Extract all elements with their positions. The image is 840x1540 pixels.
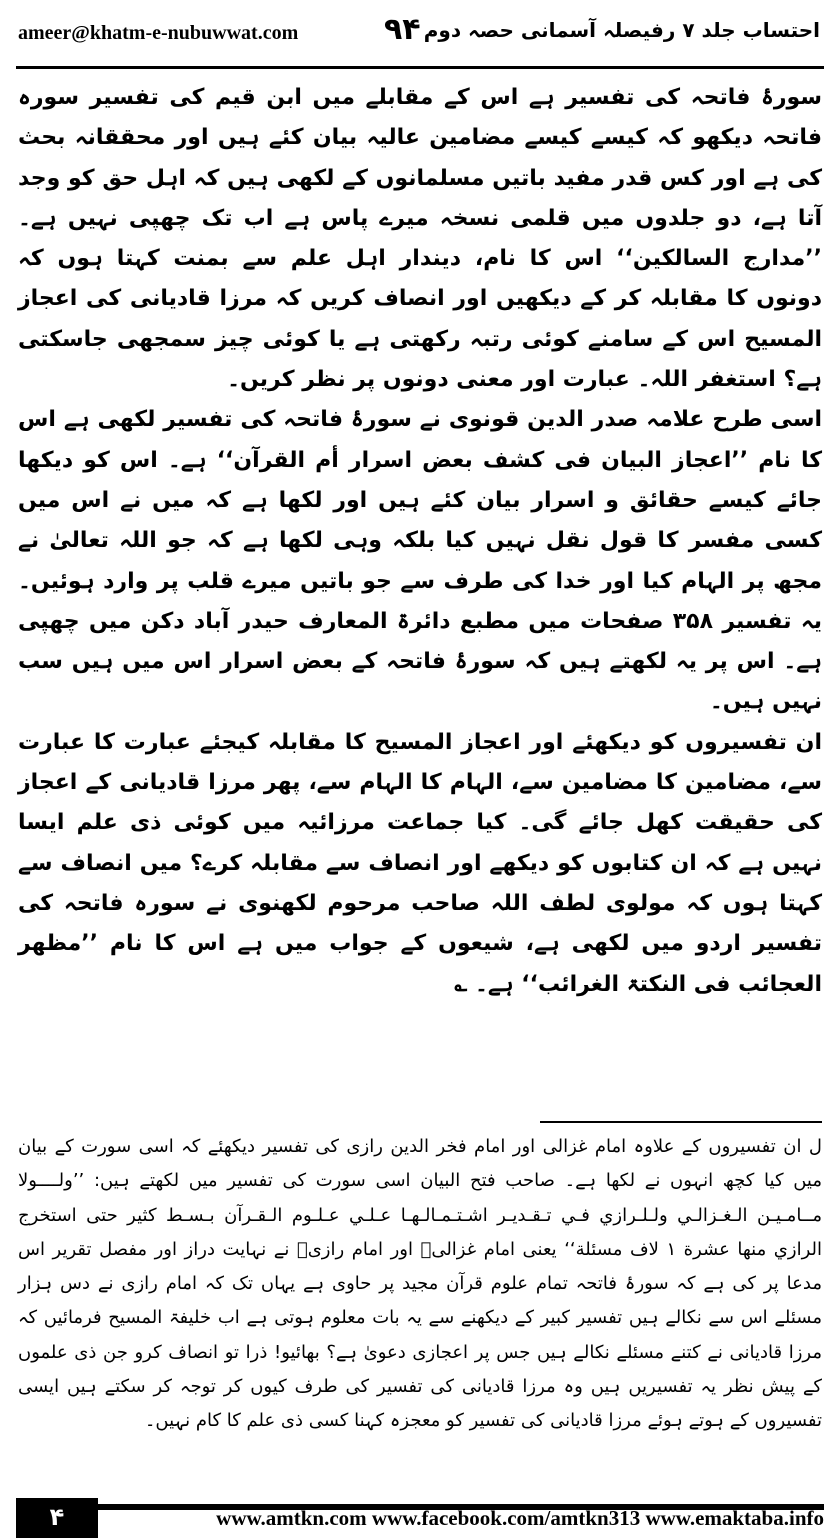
header-rule: [16, 66, 824, 69]
header-email: ameer@khatm-e-nubuwwat.com: [18, 22, 299, 44]
footnote-rule: [540, 1121, 822, 1123]
page-header: [0, 0, 840, 66]
footnote: [18, 1130, 822, 1439]
book-title: احتساب جلد ۷ رفیصلہ آسمانی حصہ دوم: [423, 18, 820, 42]
footer-links: www.amtkn.com www.facebook.com/amtkn313 www.emaktaba.info: [216, 1506, 824, 1530]
paragraph: ان تفسیروں کو دیکھئے اور اعجاز المسیح کا مقابلہ کیجئے عبارت کا عبارت سے، مضامین کا مضامین سے، الہام کا الہام سے، پھر مرزا قادیانی کے اعجاز کی حقیقت کھل جائے گی۔ کیا جماعت مرزائیہ میں کوئی ذی علم ایسا نہیں ہے کہ ان کتابوں کو دیکھے اور انصاف سے مقابلہ کرے؟ میں انصاف سے کہتا ہوں کہ مولوی لطف اللہ صاحب مرحوم لکھنوی نے سورہ فاتحہ کی تفسیر اردو میں لکھی ہے، شیعوں کے جواب میں ہے اس کا نام ’’مظھر العجائب فی النکتۃ الغرائب‘‘ ہے۔ ؎: [18, 729, 822, 997]
paragraph: سورۂ فاتحہ کی تفسیر ہے اس کے مقابلے میں ابن قیم کی تفسیر سورہ فاتحہ دیکھو کہ کیسے کیسے مضامین عالیہ بیان کئے ہیں اور محققانہ بحث کی ہے اور کس قدر مفید باتیں مسلمانوں کے لکھی ہیں کہ اہل حق کو وجد آتا ہے، دو جلدوں میں قلمی نسخہ میرے پاس ہے اب تک چھپی نہیں ہے۔ ’’مدارج السالکین‘‘ اس کا نام، دیندار اہل علم سے بمنت کہتا ہوں کہ دونوں کا مقابلہ کر کے دیکھیں اور انصاف کریں کہ مرزا قادیانی کی اعجاز المسیح اس کے سامنے کوئی رتبہ رکھتی ہے یا کوئی چیز سمجھی جاسکتی ہے؟ استغفر اللہ۔ عبارت اور معنی دونوں پر نظر کریں۔: [18, 85, 822, 393]
page-number: ۹۴: [384, 12, 421, 47]
volume-mark: ۴: [16, 1498, 98, 1538]
page-footer: [0, 1484, 840, 1540]
paragraph: اسی طرح علامہ صدر الدین قونوی نے سورۂ فاتحہ کی تفسیر لکھی ہے اس کا نام ’’اعجاز البیان فی کشف بعض اسرار أم القرآن‘‘ ہے۔ اس کو دیکھا جائے کیسے حقائق و اسرار بیان کئے ہیں اور لکھا ہے کہ میں نے اس میں کسی مفسر کا قول نقل نہیں کیا بلکہ وہی لکھا ہے کہ جو اللہ تعالیٰ نے مجھ پر الہام کیا اور خدا کی طرف سے جو باتیں میرے قلب پر وارد ہوئیں۔ یہ تفسیر ۳۵۸ صفحات میں مطبع دائرۃ المعارف حیدر آباد دکن میں چھپی ہے۔ اس پر یہ لکھتے ہیں کہ سورۂ فاتحہ کے بعض اسرار اس میں ہیں سب نہیں ہیں۔: [18, 407, 822, 715]
main-text: [18, 78, 822, 1005]
footnote-paragraph: ل ان تفسیروں کے علاوہ امام غزالی اور امام فخر الدین رازی کی تفسیر دیکھئے کہ اسی سورت کے بیان میں کیا کچھ انہوں نے لکھا ہے۔ صاحب فتح البیان اسی سورت کی تفسیر میں لکھتے ہیں: ’’ولــــولا مــامـيـن الـغـزالـي ولـلـرازي فـي تـقـديـر اشـتـمـالـهـا عـلـي عـلـوم الـقـرآن بـسـط كثير حتى استخرج الرازي منها عشرة ١ لاف مسئلة‘‘ یعنی امام غزالیؒ اور امام رازیؒ نے نہایت دراز اور مفصل تقریر اس مدعا پر کی ہے کہ سورۂ فاتحہ تمام علوم قرآن مجید پر حاوی ہے یہاں تک کہ امام رازی نے دس ہزار مسئلے اس سے نکالے ہیں تفسیر کبیر کے دیکھنے سے یہ بات معلوم ہوتی ہے اب خلیفۃ المسیح فرمائیں کہ مرزا قادیانی نے کتنے مسئلے نکالے ہیں جس پر اعجازی دعویٰ ہے؟ بھائیو! ذرا تو انصاف کرو جن ذی علموں کے پیش نظر یہ تفسیریں ہیں وہ مرزا قادیانی کی تفسیر کی طرف کیوں کر توجہ کر سکتے ہیں ایسی تفسیروں کے ہوتے ہوئے مرزا قادیانی کی تفسیر کو معجزہ کہنا کسی ذی علم کا کام نہیں۔: [18, 1136, 822, 1432]
